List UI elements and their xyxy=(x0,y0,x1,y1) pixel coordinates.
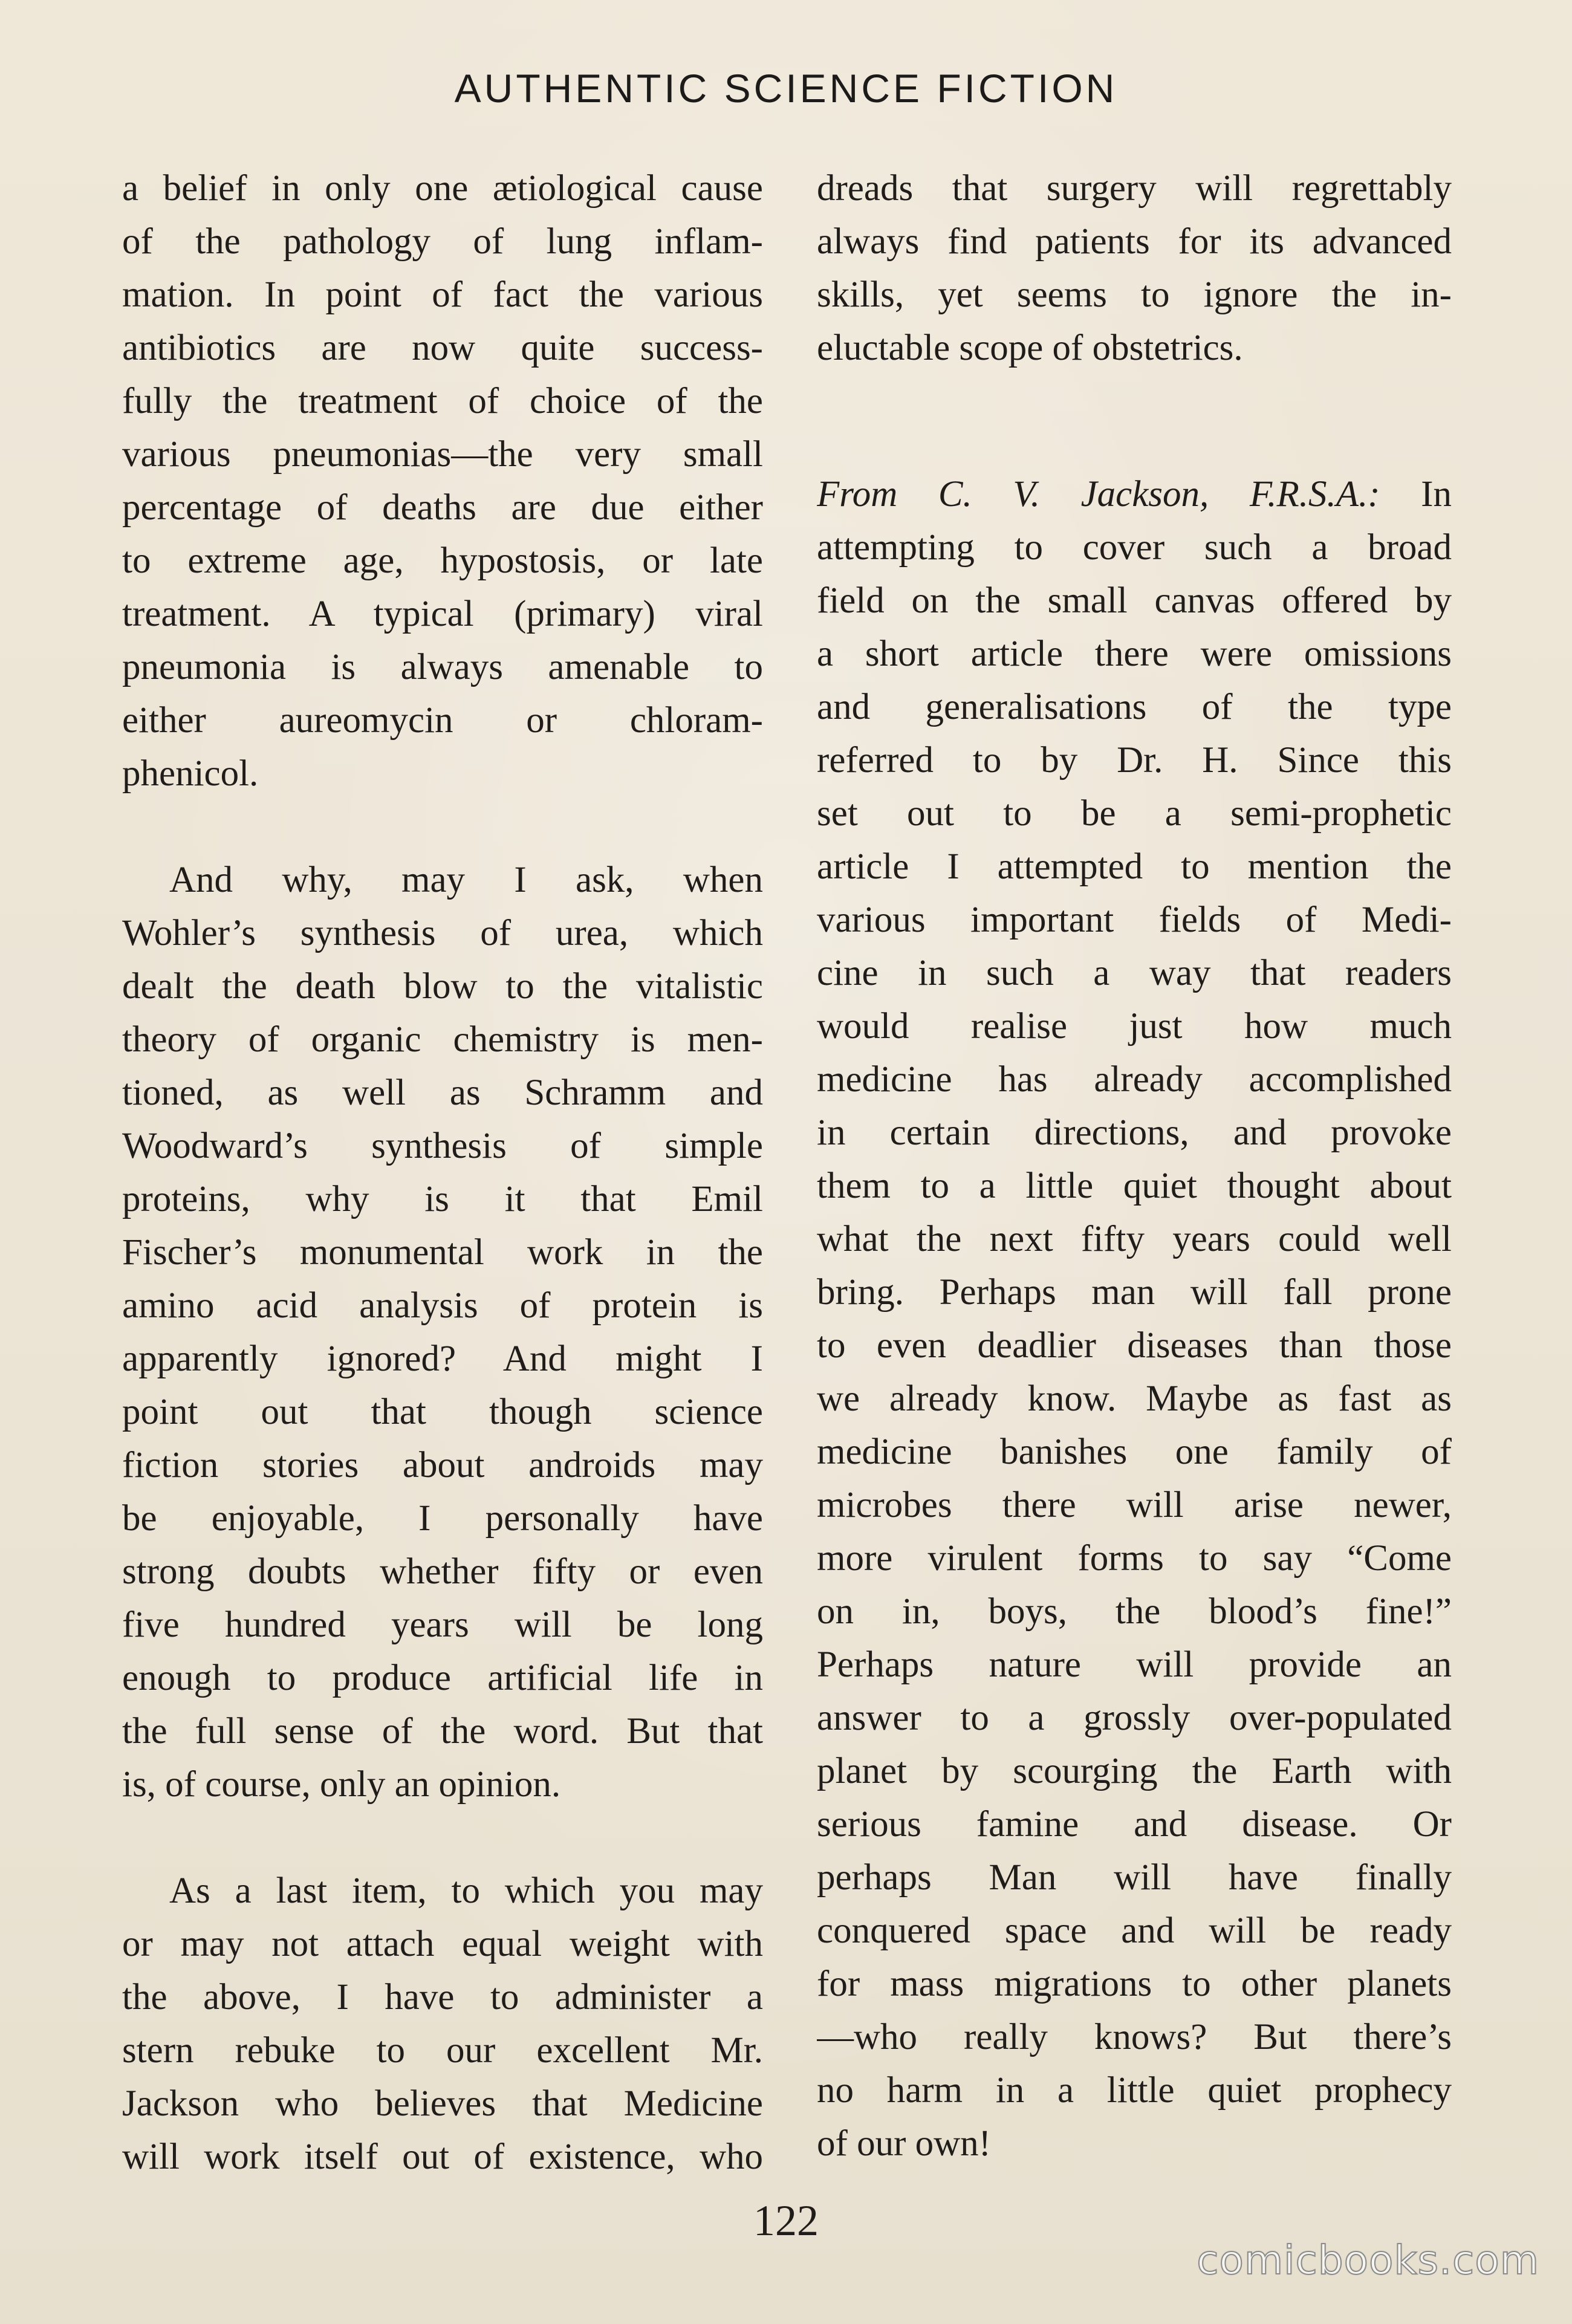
paragraph-gap xyxy=(122,1811,763,1865)
text-line: strong doubts whether fifty or even xyxy=(122,1551,763,1592)
text-line: set out to be a semi-prophetic xyxy=(817,793,1452,834)
text-line: As a last item, to which you may xyxy=(169,1871,763,1911)
text-line: various pneumonias—the very small xyxy=(122,434,763,475)
text-line: planet by scourging the Earth with xyxy=(817,1751,1452,1791)
text-line: fully the treatment of choice of the xyxy=(122,381,763,421)
text-line: them to a little quiet thought about xyxy=(817,1166,1452,1206)
text-line: answer to a grossly over-populated xyxy=(817,1698,1452,1738)
text-line: what the next fifty years could well xyxy=(817,1219,1452,1259)
text-line: of our own! xyxy=(817,2123,991,2164)
text-line: stern rebuke to our excellent Mr. xyxy=(122,2030,763,2071)
section-gap xyxy=(817,375,1452,468)
text-line: And why, may I ask, when xyxy=(169,860,763,900)
text-line: more virulent forms to say “Come xyxy=(817,1538,1452,1579)
text-line: be enjoyable, I personally have xyxy=(122,1498,763,1539)
text-line: enough to produce artificial life in xyxy=(122,1658,763,1698)
paragraph-gap xyxy=(122,800,763,854)
text-line: Perhaps nature will provide an xyxy=(817,1644,1452,1685)
text-line: fiction stories about androids may xyxy=(122,1445,763,1485)
text-line: and generalisations of the type xyxy=(817,687,1452,727)
reply-heading-line xyxy=(817,468,1452,521)
text-line: phenicol. xyxy=(122,753,259,794)
text-line: point out that though science xyxy=(122,1392,763,1432)
text-line: in certain directions, and provoke xyxy=(817,1112,1452,1153)
page-number: 122 xyxy=(753,2196,819,2245)
text-line: dreads that surgery will regrettably xyxy=(817,168,1452,209)
text-line: conquered space and will be ready xyxy=(817,1910,1452,1951)
text-line: Jackson who believes that Medicine xyxy=(122,2083,763,2124)
text-line: no harm in a little quiet prophecy xyxy=(817,2070,1452,2111)
text-line: the above, I have to administer a xyxy=(122,1977,763,2017)
text-line: various important fields of Medi- xyxy=(817,900,1452,940)
text-line: we already know. Maybe as fast as xyxy=(817,1378,1452,1419)
text-line: is, of course, only an opinion. xyxy=(122,1764,561,1805)
text-line: serious famine and disease. Or xyxy=(817,1804,1452,1845)
right-column xyxy=(817,162,1452,2170)
text-line: eluctable scope of obstetrics. xyxy=(817,328,1243,368)
text-line: percentage of deaths are due either xyxy=(122,487,763,528)
text-line: or may not attach equal weight with xyxy=(122,1924,763,1964)
text-line: medicine has already accomplished xyxy=(817,1059,1452,1100)
text-line: antibiotics are now quite success- xyxy=(122,328,763,368)
text-line: dealt the death blow to the vitalistic xyxy=(122,966,763,1007)
text-line: referred to by Dr. H. Since this xyxy=(817,740,1452,781)
text-line: field on the small canvas offered by xyxy=(817,580,1452,621)
text-line: theory of organic chemistry is men- xyxy=(122,1019,763,1060)
watermark-logo: comicbooks.com xyxy=(1197,2237,1539,2283)
text-line: perhaps Man will have finally xyxy=(817,1857,1452,1898)
text-line: medicine banishes one family of xyxy=(817,1432,1452,1472)
text-line: to extreme age, hypostosis, or late xyxy=(122,540,763,581)
reply-first-words: In xyxy=(1380,474,1452,514)
text-line: treatment. A typical (primary) viral xyxy=(122,594,763,634)
text-line: a belief in only one ætiological cause xyxy=(122,168,763,209)
text-line: for mass migrations to other planets xyxy=(817,1964,1452,2004)
text-line: either aureomycin or chloram- xyxy=(122,700,763,741)
text-line: apparently ignored? And might I xyxy=(122,1339,763,1379)
text-line: bring. Perhaps man will fall prone xyxy=(817,1272,1452,1313)
text-line: five hundred years will be long xyxy=(122,1605,763,1645)
text-line: would realise just how much xyxy=(817,1006,1452,1047)
text-line: to even deadlier diseases than those xyxy=(817,1325,1452,1366)
text-line: cine in such a way that readers xyxy=(817,953,1452,993)
text-line: pneumonia is always amenable to xyxy=(122,647,763,687)
text-line: amino acid analysis of protein is xyxy=(122,1285,763,1326)
text-line: attempting to cover such a broad xyxy=(817,527,1452,568)
text-line: Woodward’s synthesis of simple xyxy=(122,1126,763,1166)
text-line: proteins, why is it that Emil xyxy=(122,1179,763,1219)
text-line: Fischer’s monumental work in the xyxy=(122,1232,763,1273)
text-line: skills, yet seems to ignore the in- xyxy=(817,274,1452,315)
running-title: AUTHENTIC SCIENCE FICTION xyxy=(454,66,1118,111)
text-line: on in, boys, the blood’s fine!” xyxy=(817,1591,1452,1632)
text-line: will work itself out of existence, who xyxy=(122,2137,763,2177)
text-line: mation. In point of fact the various xyxy=(122,274,763,315)
text-line: tioned, as well as Schramm and xyxy=(122,1073,763,1113)
text-line: always find patients for its advanced xyxy=(817,221,1452,262)
text-line: of the pathology of lung inflam- xyxy=(122,221,763,262)
text-line: article I attempted to mention the xyxy=(817,846,1452,887)
text-line: —who really knows? But there’s xyxy=(817,2017,1452,2057)
reply-attribution: From C. V. Jackson, F.R.S.A.: xyxy=(817,474,1380,514)
text-line: Wohler’s synthesis of urea, which xyxy=(122,913,763,953)
text-line: microbes there will arise newer, xyxy=(817,1485,1452,1525)
text-line: the full sense of the word. But that xyxy=(122,1711,763,1751)
left-column xyxy=(122,162,763,2184)
text-line: a short article there were omissions xyxy=(817,634,1452,674)
